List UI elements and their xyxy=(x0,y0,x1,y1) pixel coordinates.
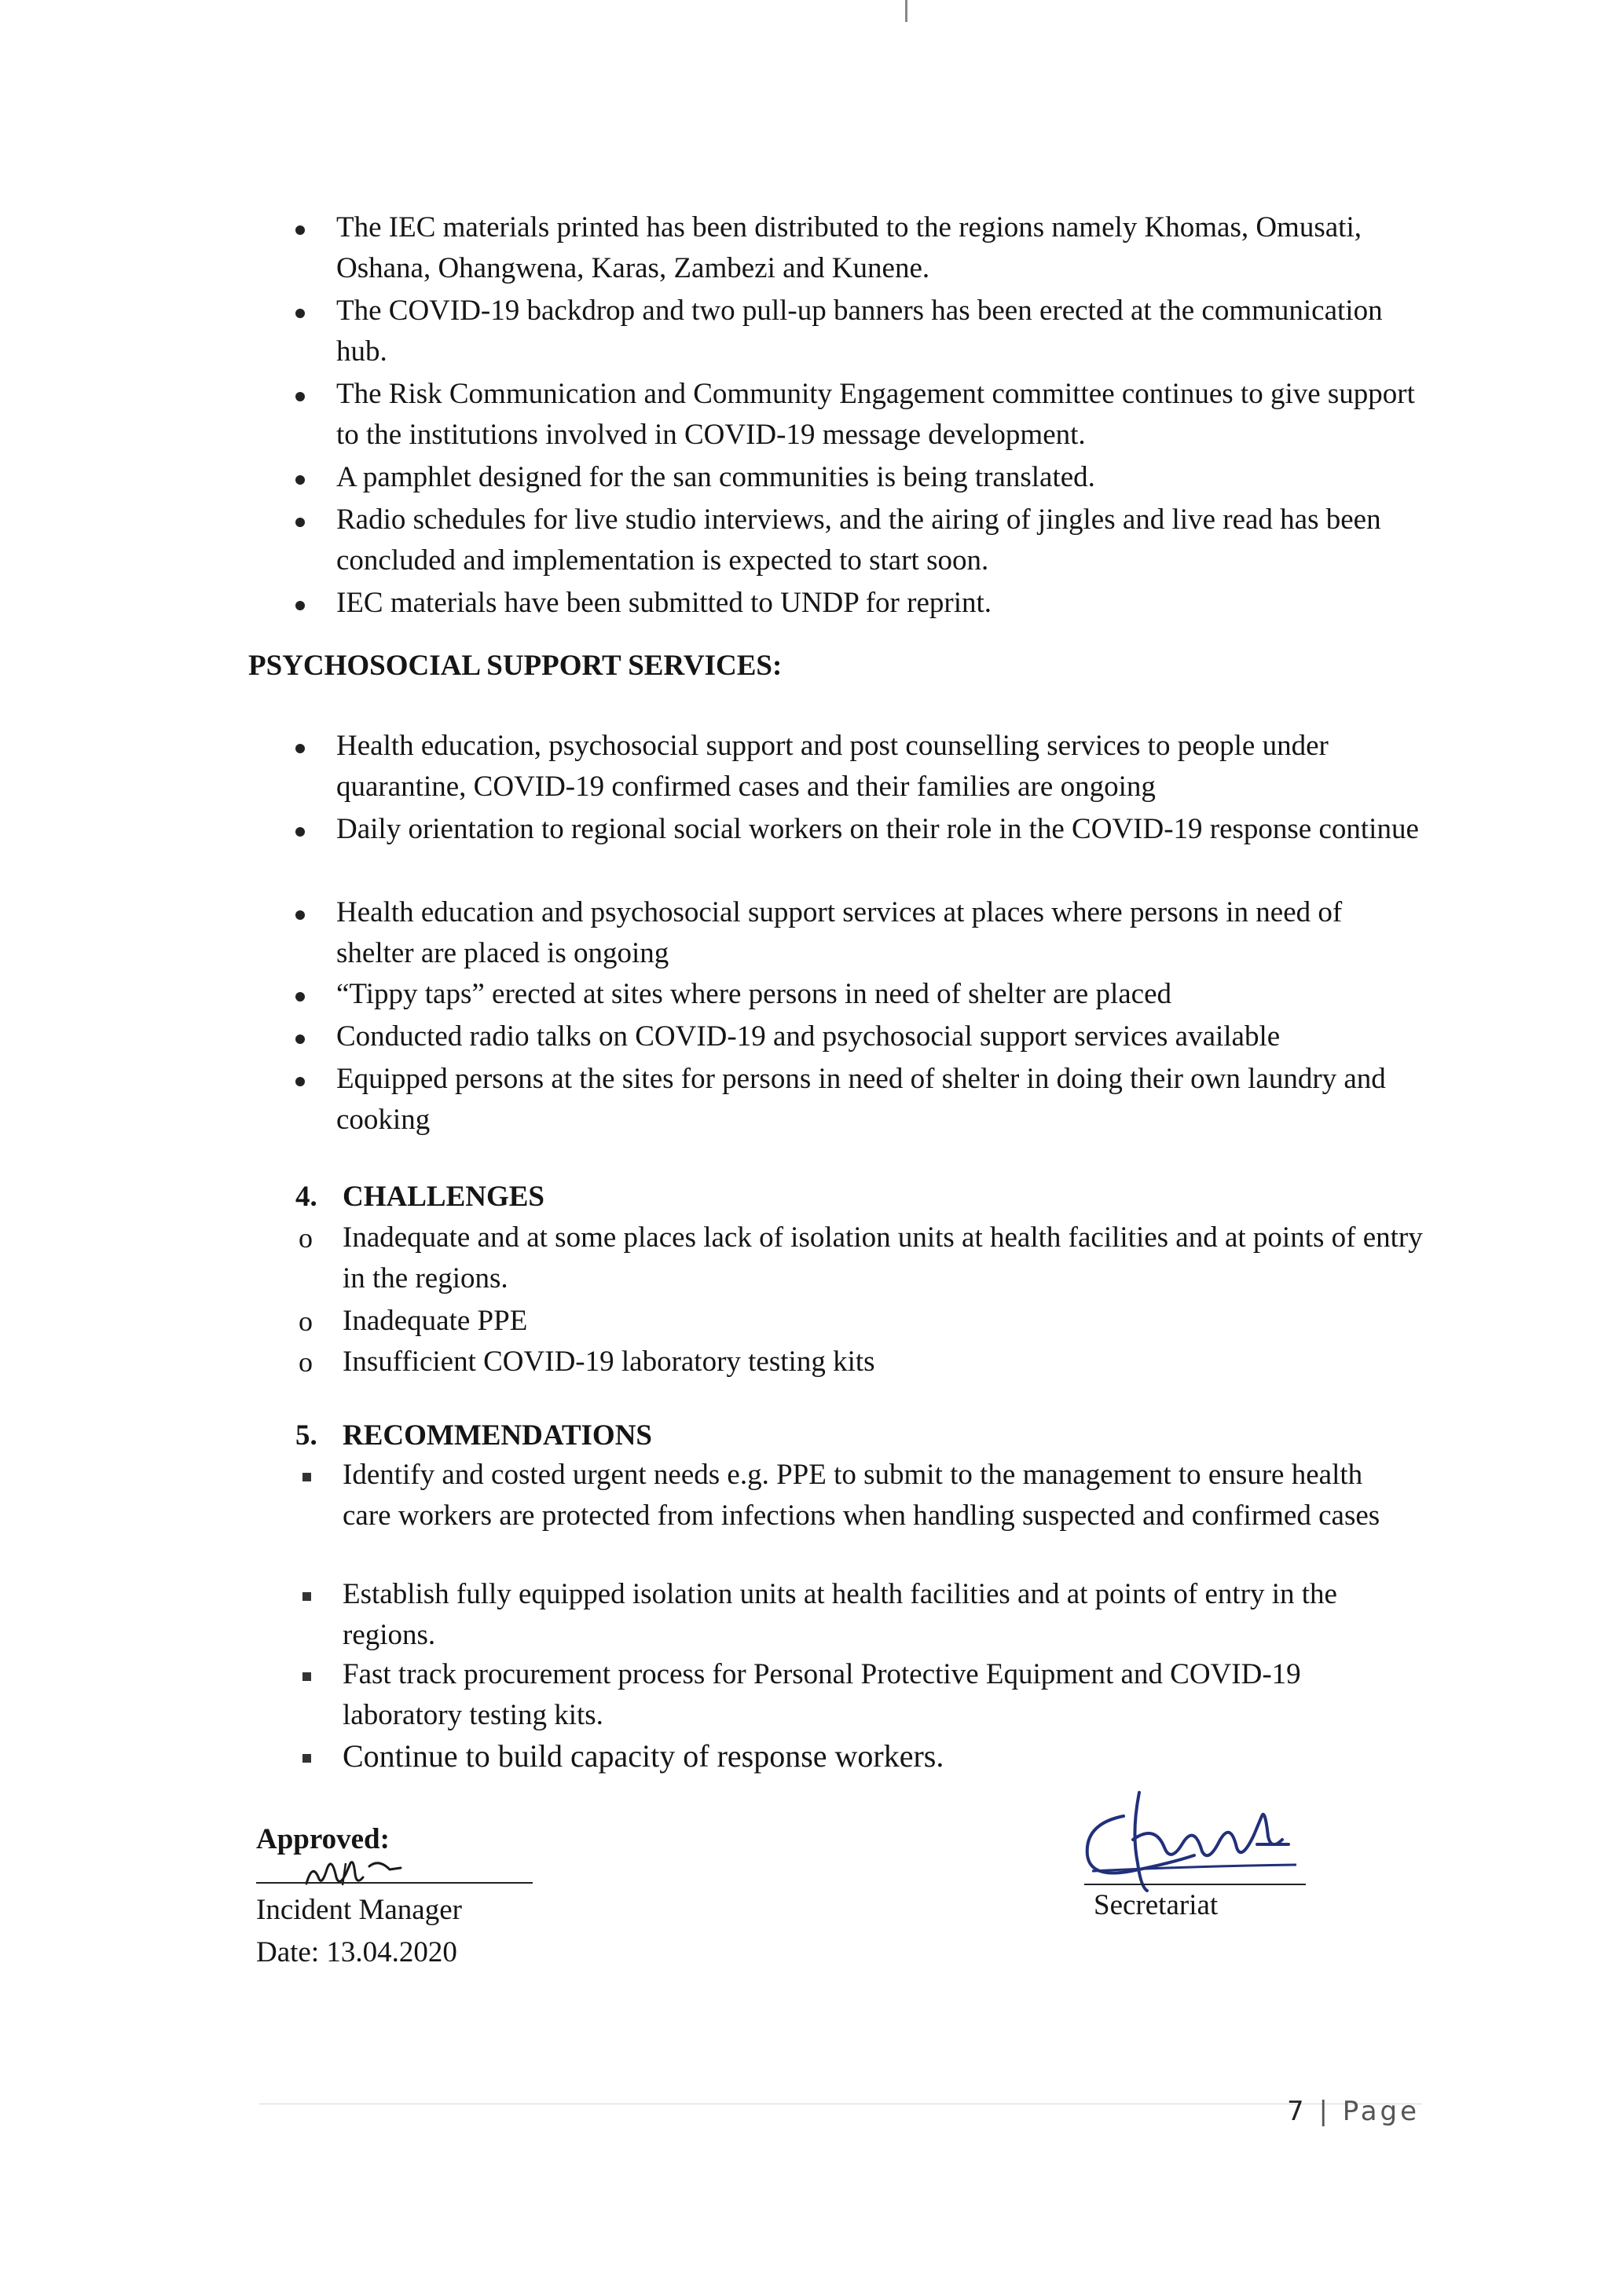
approved-label: Approved: xyxy=(256,1823,390,1855)
scan-artifact-mark xyxy=(905,0,907,22)
bullet-dot-icon xyxy=(295,1034,305,1044)
list-item-text: Fast track procurement process for Personal Protective Equipment and COVID-19 laboratory testing kits. xyxy=(343,1658,1301,1731)
page-number xyxy=(1287,2096,1420,2127)
list-item-text: Equipped persons at the sites for persons in need of shelter in doing their own laundry and cooking xyxy=(336,1063,1386,1136)
list-item-text: Health education and psychosocial support services at places where persons in need of shelter are placed is ongoing xyxy=(336,896,1343,969)
circle-bullet-icon: o xyxy=(299,1305,313,1337)
list-item-text: A pamphlet designed for the san communities is being translated. xyxy=(336,461,1095,493)
list-item-text: The IEC materials printed has been distributed to the regions namely Khomas, Omusati, Oshana, Ohangwena, Karas, Zambezi and Kunene. xyxy=(336,211,1362,284)
circle-bullet-icon: o xyxy=(299,1346,313,1378)
list-item-text: Daily orientation to regional social workers on their role in the COVID-19 response continue xyxy=(336,813,1419,845)
bullet-dot-icon xyxy=(295,744,305,753)
section-number: 4. xyxy=(295,1181,317,1213)
bullet-dot-icon xyxy=(295,309,305,318)
square-bullet-icon xyxy=(302,1672,311,1681)
list-item-text: Continue to build capacity of response workers. xyxy=(343,1738,944,1774)
list-item-text: Establish fully equipped isolation units at health facilities and at points of entry in the regions. xyxy=(343,1578,1337,1651)
manager-signature-icon xyxy=(291,1846,448,1893)
list-item-text: Health education, psychosocial support and post counselling services to people under quarantine, COVID-19 confirmed cases and their families are ongoing xyxy=(336,730,1329,803)
list-item-text: IEC materials have been submitted to UNDP for reprint. xyxy=(336,587,992,619)
section-title: RECOMMENDATIONS xyxy=(343,1419,652,1452)
approval-date: Date: 13.04.2020 xyxy=(256,1936,457,1968)
page-number-value: 7 xyxy=(1287,2096,1307,2127)
bullet-dot-icon xyxy=(295,827,305,837)
circle-bullet-icon: o xyxy=(299,1222,313,1254)
list-item-text: Conducted radio talks on COVID-19 and psychosocial support services available xyxy=(336,1020,1281,1053)
section-heading-psychosocial: PSYCHOSOCIAL SUPPORT SERVICES: xyxy=(248,650,783,682)
section-heading-recommendations xyxy=(295,1415,652,1456)
bullet-dot-icon xyxy=(295,225,305,235)
bullet-dot-icon xyxy=(295,992,305,1002)
secretariat-signature-icon xyxy=(1076,1769,1312,1895)
list-item-text: Insufficient COVID-19 laboratory testing kits xyxy=(343,1346,875,1378)
square-bullet-icon xyxy=(302,1592,311,1601)
bullet-dot-icon xyxy=(295,601,305,610)
list-item-text: “Tippy taps” erected at sites where persons in need of shelter are placed xyxy=(336,978,1172,1010)
square-bullet-icon xyxy=(302,1754,311,1763)
bullet-dot-icon xyxy=(295,392,305,401)
list-item-text: The COVID-19 backdrop and two pull-up banners has been erected at the communication hub. xyxy=(336,295,1383,368)
bullet-dot-icon xyxy=(295,910,305,920)
incident-manager-label: Incident Manager xyxy=(256,1894,462,1926)
section-number: 5. xyxy=(295,1419,317,1452)
secretariat-label: Secretariat xyxy=(1094,1889,1219,1921)
section-heading-challenges xyxy=(295,1177,544,1218)
list-item-text: Identify and costed urgent needs e.g. PPE to submit to the management to ensure health care workers are protected from infections when handling suspected and confirmed cases xyxy=(343,1459,1380,1532)
list-item-text: The Risk Communication and Community Engagement committee continues to give support to the institutions involved in COVID-19 message development. xyxy=(336,378,1415,451)
section-title: CHALLENGES xyxy=(343,1181,545,1213)
square-bullet-icon xyxy=(302,1473,311,1481)
list-item-text: Inadequate PPE xyxy=(343,1305,528,1337)
manager-signature-line xyxy=(256,1882,533,1884)
bullet-dot-icon xyxy=(295,518,305,527)
bullet-dot-icon xyxy=(295,475,305,485)
bullet-dot-icon xyxy=(295,1077,305,1086)
list-item-text: Radio schedules for live studio interviews, and the airing of jingles and live read has been concluded and implementation is expected to start soon. xyxy=(336,504,1381,577)
page-label: | Page xyxy=(1318,2096,1421,2127)
list-item-text: Inadequate and at some places lack of isolation units at health facilities and at points of entry in the regions. xyxy=(343,1221,1423,1294)
